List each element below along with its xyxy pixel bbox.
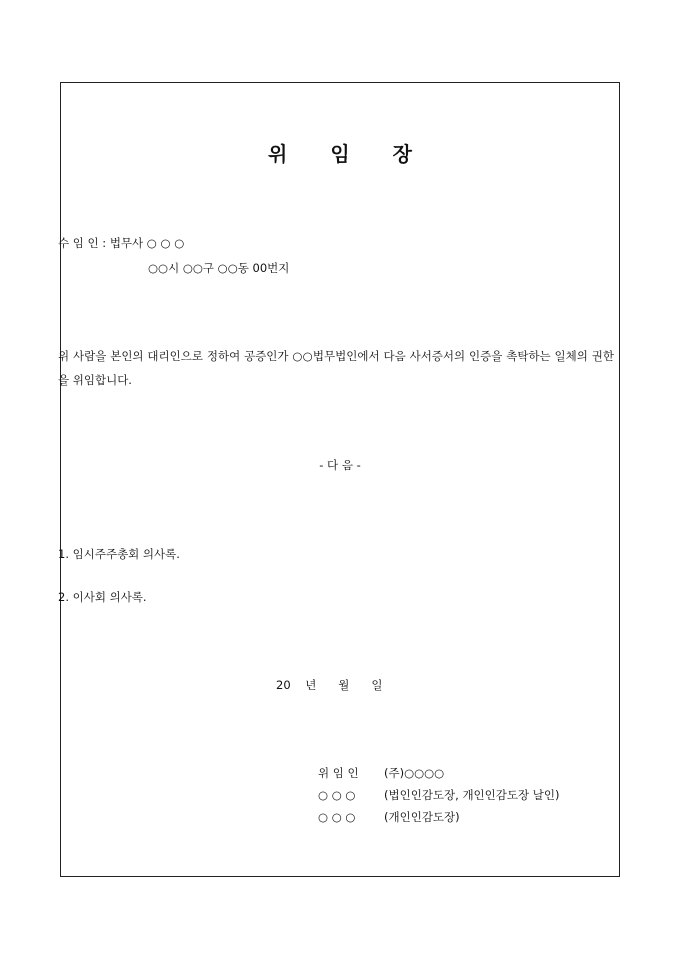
title-char-1: 위 — [268, 142, 288, 166]
recipient-label: 수 임 인 : — [58, 236, 107, 250]
signature-label-3: ○ ○ ○ — [318, 810, 356, 824]
list-item-1: 1. 임시주주총회 의사록. — [58, 547, 180, 561]
signature-row-2 — [318, 787, 559, 803]
section-heading: - 다 음 - — [319, 458, 361, 472]
title-char-3: 장 — [392, 142, 412, 166]
signature-row-3 — [318, 809, 460, 825]
date-line: 20 년 월 일 — [276, 678, 383, 692]
signature-row-1 — [318, 765, 444, 781]
document-border — [60, 82, 620, 877]
signature-value-2: (법인인감도장, 개인인감도장 날인) — [384, 788, 560, 802]
signature-value-3: (개인인감도장) — [384, 810, 460, 824]
signature-label-1: 위 임 인 — [318, 766, 359, 780]
recipient-address: ○○시 ○○구 ○○동 00번지 — [148, 261, 290, 275]
document-title — [0, 138, 680, 167]
recipient-line — [58, 238, 184, 250]
signature-value-1: (주)○○○○ — [384, 766, 445, 780]
signature-label-2: ○ ○ ○ — [318, 788, 356, 802]
recipient-name: 법무사 ○ ○ ○ — [109, 236, 185, 250]
title-char-2: 임 — [330, 142, 350, 166]
delegation-paragraph: 위 사람을 본인의 대리인으로 정하여 공증인가 ○○법무법인에서 다음 사서증서의 인증을 촉탁하는 일체의 권한을 위임합니다. — [58, 349, 614, 387]
list-item-2: 2. 이사회 의사록. — [58, 590, 147, 604]
